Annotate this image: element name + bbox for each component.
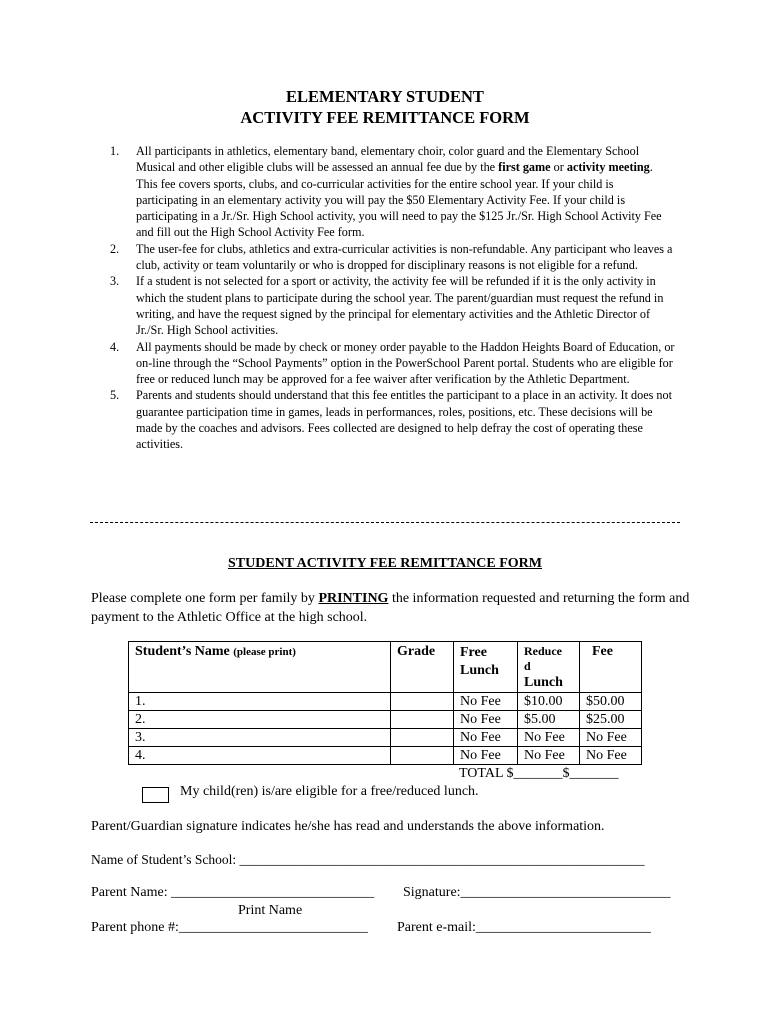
rule-item [110, 143, 676, 241]
signature-note: Parent/Guardian signature indicates he/she has read and understands the above information. [91, 819, 605, 834]
page-title-line2: ACTIVITY FEE REMITTANCE FORM [240, 108, 530, 127]
header-free-lunch: Free Lunch [454, 642, 518, 693]
free-reduced-lunch-checkbox[interactable] [142, 787, 169, 803]
school-name-field[interactable]: Name of Student’s School: ____________________________________________________________ [91, 852, 645, 867]
page-title-line1: ELEMENTARY STUDENT [286, 87, 484, 106]
free-lunch-cell: No Fee [454, 711, 518, 729]
grade-cell[interactable] [391, 711, 454, 729]
form-subtitle: STUDENT ACTIVITY FEE REMITTANCE FORM [227, 556, 542, 571]
fee-cell: No Fee [580, 747, 642, 765]
table-row [129, 711, 642, 729]
rule-text: If a student is not selected for a sport or activity, the activity fee will be refunded if it is the only activity in which the student plans to participate during the school year. The parent/guardian must request the refund in writing, and have the request signed by the principal for elementary activities and the Athletic Director of Jr./Sr. High School activities. [136, 274, 664, 338]
header-student-name: Student’s Name (please print) [129, 642, 391, 693]
grade-cell[interactable] [391, 729, 454, 747]
rule-item [110, 241, 676, 274]
reduced-lunch-cell: No Fee [518, 747, 580, 765]
rule-text: The user-fee for clubs, athletics and extra-curricular activities is non-refundable. Any participant who leaves a club, activity or team voluntarily or who is dropped for disciplinary reasons is not eligible for a refund. [136, 241, 673, 273]
rule-number: 5. [110, 388, 120, 403]
table-row [129, 729, 642, 747]
student-name-cell[interactable]: 4. [129, 747, 391, 765]
header-reduced-lunch: Reduce d Lunch [518, 642, 580, 693]
parent-email-field[interactable]: Parent e-mail:_________________________ [397, 920, 651, 935]
rule-item [110, 387, 676, 452]
signature-field[interactable]: Signature:______________________________ [403, 885, 671, 900]
rule-item [110, 273, 676, 338]
header-fee: Fee [580, 642, 642, 693]
free-lunch-cell: No Fee [454, 747, 518, 765]
form-instructions: Please complete one form per family by PRINTING the information requested and returning the form and payment to the Athletic Office at the high school. [91, 591, 690, 625]
rule-text: . This fee covers sports, clubs, and co-curricular activities for the entire school year. If your child is participating in an elementary activity you will pay the $50 Elementary Activity Fee. If your child is participating in a Jr./Sr. High School activity, you will need to pay the $125 Jr./Sr. High School Activity Fee and fill out the High School Activity Fee form. [136, 160, 662, 240]
fee-table-header [129, 642, 642, 693]
fee-cell: $50.00 [580, 693, 642, 711]
reduced-lunch-cell: $10.00 [518, 693, 580, 711]
rule-number: 4. [110, 339, 120, 354]
free-lunch-cell: No Fee [454, 693, 518, 711]
rule-emphasis: first game [498, 160, 551, 175]
rule-item [110, 339, 676, 388]
grade-cell[interactable] [391, 747, 454, 765]
reduced-lunch-cell: $5.00 [518, 711, 580, 729]
cut-line-divider [90, 522, 680, 523]
reduced-lunch-cell: No Fee [518, 729, 580, 747]
free-lunch-cell: No Fee [454, 729, 518, 747]
student-name-cell[interactable]: 3. [129, 729, 391, 747]
rule-text: All participants in athletics, elementary band, elementary choir, color guard and the Elementary School Musical and other eligible clubs will be assessed an annual fee due by the [136, 144, 640, 175]
parent-name-field[interactable]: Parent Name: _____________________________ [91, 885, 375, 900]
rule-emphasis: activity meeting [566, 160, 650, 175]
print-name-label: Print Name [238, 903, 303, 918]
table-row [129, 693, 642, 711]
rule-text: Parents and students should understand that this fee entitles the participant to a place in an activity. It does not guarantee participation time in games, leads in performances, roles, positions, etc. These decisions will be made by the coaches and advisors. Fees collected are designed to help defray the cost of operating these activities. [136, 388, 672, 452]
rule-text: or [550, 160, 567, 175]
header-grade: Grade [391, 642, 454, 693]
rule-number: 1. [110, 144, 120, 158]
table-row [129, 747, 642, 765]
student-name-cell[interactable]: 2. [129, 711, 391, 729]
rule-number: 2. [110, 241, 120, 256]
fee-cell: No Fee [580, 729, 642, 747]
grade-cell[interactable] [391, 693, 454, 711]
printing-emphasis: PRINTING [318, 591, 389, 606]
total-line[interactable]: TOTAL $_______$_______ [459, 766, 619, 781]
header-name-note: (please print) [233, 646, 296, 658]
student-name-cell[interactable]: 1. [129, 693, 391, 711]
rule-text: All payments should be made by check or money order payable to the Haddon Heights Board of Education, or on-line through the “School Payments” option in the PowerSchool Parent portal. Students who are eligible for free or reduced lunch may be approved for a fee waiver after verification by the Athletic Department. [136, 339, 675, 387]
eligibility-label: My child(ren) is/are eligible for a free/reduced lunch. [180, 784, 479, 799]
rules-list [110, 143, 676, 453]
parent-phone-field[interactable]: Parent phone #:___________________________ [91, 920, 368, 935]
fee-cell: $25.00 [580, 711, 642, 729]
fee-table [128, 641, 642, 765]
rule-number: 3. [110, 274, 120, 289]
